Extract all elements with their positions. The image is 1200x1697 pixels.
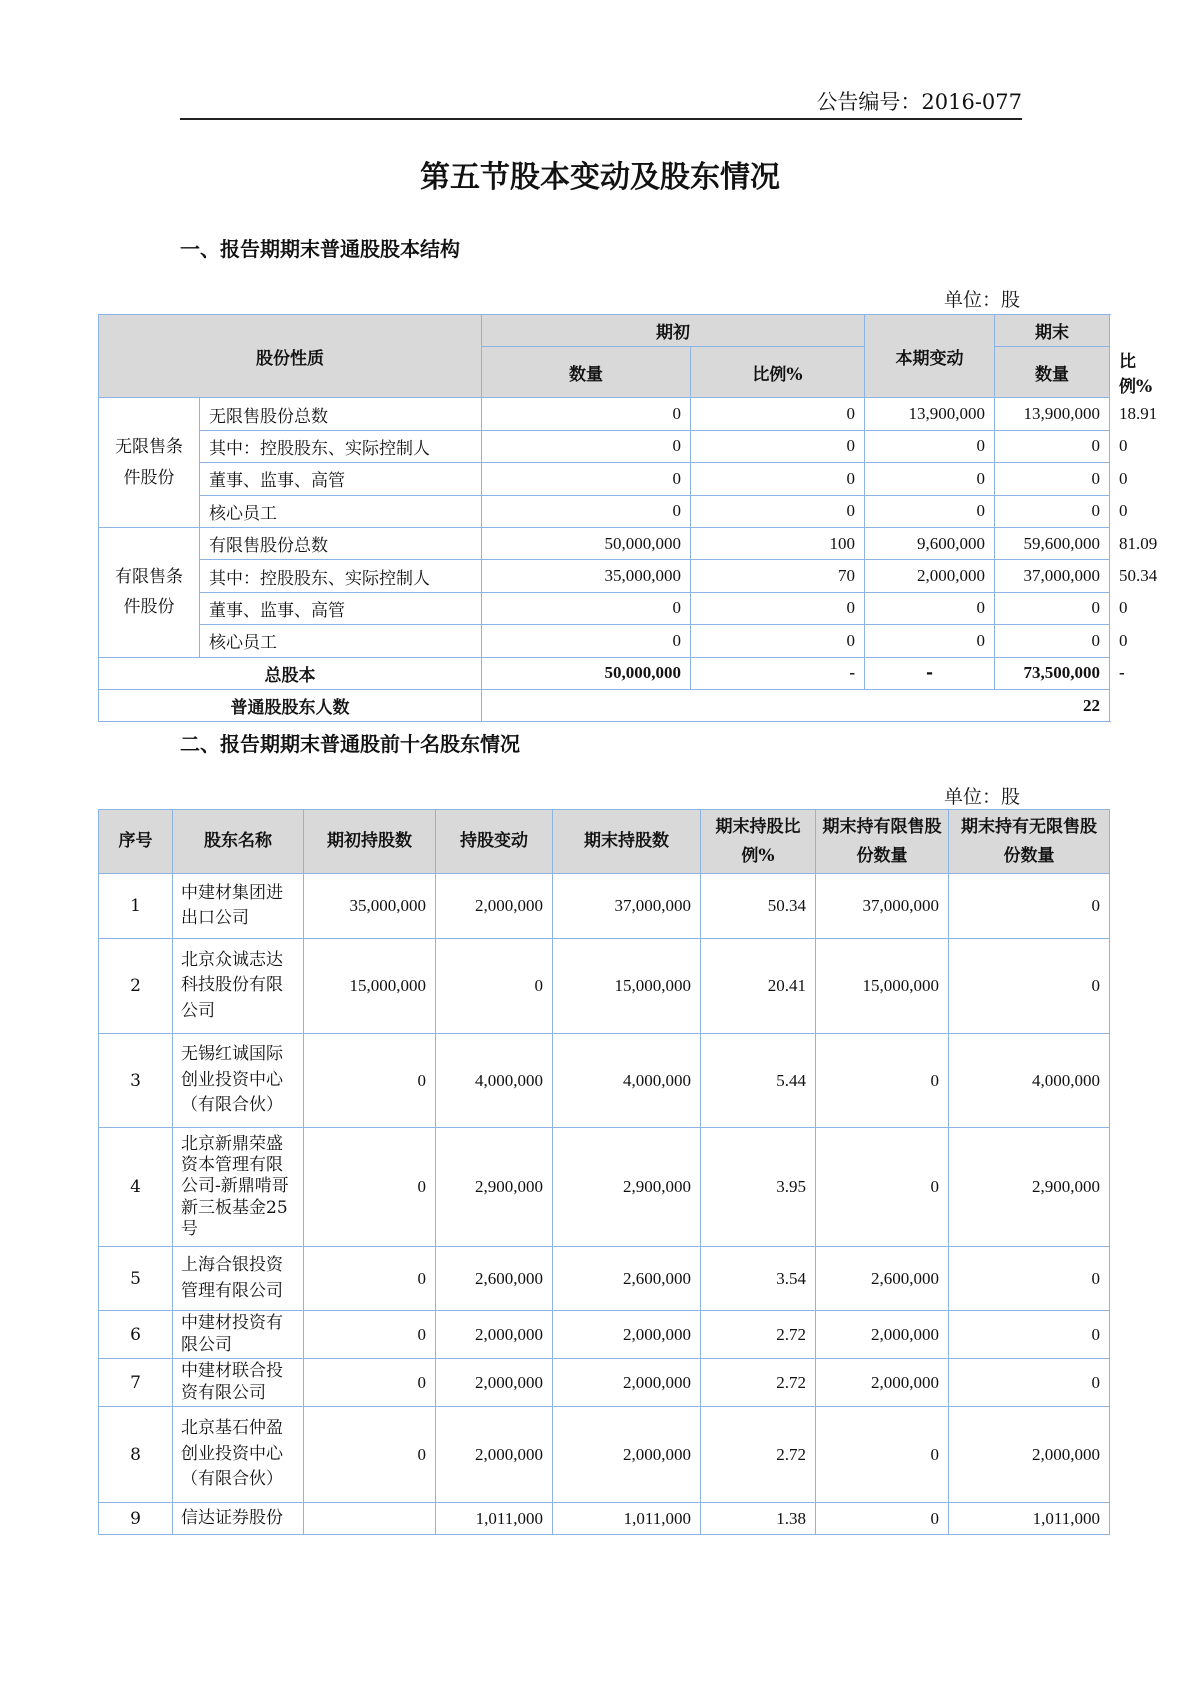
row-number: 8 — [99, 1407, 173, 1503]
group-label: 无限售条件股份 — [99, 398, 200, 528]
row-item: 董事、监事、高管 — [200, 463, 482, 495]
table-row: 董事、监事、高管 0 0 0 0 0 — [99, 592, 1110, 624]
cell-change: 4,000,000 — [436, 1034, 553, 1128]
cell-unrestricted: 0 — [949, 1359, 1110, 1407]
cell-restricted: 0 — [816, 1503, 949, 1535]
column-header: 期末持有限售股份数量 — [816, 810, 949, 874]
cell-b_ratio: 0 — [691, 430, 865, 462]
cell-e_qty: 37,000,000 — [995, 560, 1110, 592]
cell-change: 2,000,000 — [436, 874, 553, 939]
cell-ratio: 20.41 — [701, 939, 816, 1034]
row-number: 5 — [99, 1247, 173, 1311]
header-begin-ratio: 比例% — [691, 347, 865, 398]
cell-b_ratio: 0 — [691, 463, 865, 495]
header-end-qty: 数量 — [995, 347, 1110, 398]
total-change: - — [865, 657, 995, 689]
cell-restricted: 0 — [816, 1034, 949, 1128]
table-row: 其中：控股股东、实际控制人 35,000,000 70 2,000,000 37,000,000 50.34 — [99, 560, 1110, 592]
row-item: 有限售股份总数 — [200, 527, 482, 559]
cell-b_ratio: 70 — [691, 560, 865, 592]
section2-heading: 二、报告期期末普通股前十名股东情况 — [180, 732, 520, 756]
cell-b_ratio: 0 — [691, 398, 865, 430]
row-number: 9 — [99, 1503, 173, 1535]
shareholder-row — [99, 874, 1110, 939]
total-begin-qty: 50,000,000 — [482, 657, 691, 689]
cell-ratio: 5.44 — [701, 1034, 816, 1128]
cell-b_qty: 0 — [482, 495, 691, 527]
cell-restricted: 15,000,000 — [816, 939, 949, 1034]
shareholder-row — [99, 1359, 1110, 1407]
cell-change: 0 — [865, 463, 995, 495]
shareholder-name: 北京新鼎荣盛资本管理有限公司-新鼎啃哥新三板基金25号 — [173, 1128, 304, 1247]
cell-b_ratio: 0 — [691, 495, 865, 527]
cell-change: 2,000,000 — [865, 560, 995, 592]
cell-unrestricted: 0 — [949, 874, 1110, 939]
column-header: 股东名称 — [173, 810, 304, 874]
header-nature: 股份性质 — [99, 315, 482, 398]
cell-end: 1,011,000 — [553, 1503, 701, 1535]
table-row: 其中：控股股东、实际控制人 0 0 0 0 0 — [99, 430, 1110, 462]
cell-b_qty: 50,000,000 — [482, 527, 691, 559]
header-change: 本期变动 — [865, 315, 995, 398]
cell-change: 2,000,000 — [436, 1359, 553, 1407]
cell-restricted: 0 — [816, 1128, 949, 1247]
cell-end: 37,000,000 — [553, 874, 701, 939]
cell-change: 0 — [865, 625, 995, 657]
table-row: 核心员工 0 0 0 0 0 — [99, 625, 1110, 657]
cell-b_qty: 0 — [482, 398, 691, 430]
cell-unrestricted: 0 — [949, 939, 1110, 1034]
cell-b_ratio: 100 — [691, 527, 865, 559]
cell-change: 2,000,000 — [436, 1407, 553, 1503]
cell-end: 2,900,000 — [553, 1128, 701, 1247]
shareholder-row — [99, 1034, 1110, 1128]
cell-e_qty: 0 — [995, 430, 1110, 462]
column-header: 序号 — [99, 810, 173, 874]
shareholder-name: 北京众诚志达科技股份有限公司 — [173, 939, 304, 1034]
cell-restricted: 2,000,000 — [816, 1311, 949, 1359]
holders-row — [99, 689, 1110, 721]
row-item: 其中：控股股东、实际控制人 — [200, 430, 482, 462]
table-row: 有限售条件股份 有限售股份总数 50,000,000 100 9,600,000 59,600,000 81.09 — [99, 527, 1110, 559]
cell-change: 2,600,000 — [436, 1247, 553, 1311]
cell-begin — [304, 1503, 436, 1535]
table-row: 核心员工 0 0 0 0 0 — [99, 495, 1110, 527]
cell-ratio: 3.54 — [701, 1247, 816, 1311]
holders-label: 普通股股东人数 — [99, 689, 482, 721]
cell-b_qty: 35,000,000 — [482, 560, 691, 592]
cell-unrestricted: 1,011,000 — [949, 1503, 1110, 1535]
cell-e_qty: 0 — [995, 625, 1110, 657]
share-structure-table: 股份性质 期初 本期变动 期末 数量 比例% 数量 比例% 无限售条件股份 无限售股份总数 0 0 13,900,000 13,900,000 18.91 其中：控股股东、实际控制人 0 0 0 0 0 董事、监事、高管 0 0 0 0 0 核心员工 0 0 0 0 0 有限售条件股份 有限售股份总数 50,000,000 100 9,600,000 59,600,000 81.09 其中：控股股东、实际控制人 35,000,000 70 2,000,000 37,000,000 50.34 董事、监事、高管 0 0 0 0 0 核心员工 0 0 0 0 0 总股本 50,000,000 - - 73,500,000 - 普通股股东人数 22 — [98, 314, 1110, 722]
shareholder-name: 中建材联合投资有限公司 — [173, 1359, 304, 1407]
cell-ratio: 2.72 — [701, 1407, 816, 1503]
shareholder-name: 信达证券股份 — [173, 1503, 304, 1535]
cell-change: 0 — [865, 592, 995, 624]
row-number: 7 — [99, 1359, 173, 1407]
row-item: 无限售股份总数 — [200, 398, 482, 430]
cell-end: 2,000,000 — [553, 1407, 701, 1503]
column-header: 持股变动 — [436, 810, 553, 874]
cell-restricted: 0 — [816, 1407, 949, 1503]
cell-change: 1,011,000 — [436, 1503, 553, 1535]
cell-end: 15,000,000 — [553, 939, 701, 1034]
cell-e_qty: 13,900,000 — [995, 398, 1110, 430]
shareholder-row — [99, 1407, 1110, 1503]
cell-end: 4,000,000 — [553, 1034, 701, 1128]
section2-unit: 单位：股 — [943, 786, 1020, 808]
total-begin-ratio: - — [691, 657, 865, 689]
header-begin: 期初 — [482, 315, 865, 347]
cell-end: 2,600,000 — [553, 1247, 701, 1311]
cell-e_qty: 59,600,000 — [995, 527, 1110, 559]
cell-restricted: 2,000,000 — [816, 1359, 949, 1407]
row-item: 其中：控股股东、实际控制人 — [200, 560, 482, 592]
shareholder-name: 上海合银投资管理有限公司 — [173, 1247, 304, 1311]
cell-ratio: 50.34 — [701, 874, 816, 939]
row-item: 董事、监事、高管 — [200, 592, 482, 624]
cell-change: 2,900,000 — [436, 1128, 553, 1247]
cell-unrestricted: 0 — [949, 1247, 1110, 1311]
shareholder-name: 无锡红诚国际创业投资中心（有限合伙） — [173, 1034, 304, 1128]
shareholder-row — [99, 1503, 1110, 1535]
header-end: 期末 — [995, 315, 1110, 347]
cell-change: 13,900,000 — [865, 398, 995, 430]
cell-change: 0 — [436, 939, 553, 1034]
shareholder-row — [99, 1128, 1110, 1247]
table-row: 无限售条件股份 无限售股份总数 0 0 13,900,000 13,900,000 18.91 — [99, 398, 1110, 430]
cell-change: 0 — [865, 430, 995, 462]
total-end-qty: 73,500,000 — [995, 657, 1110, 689]
cell-ratio: 1.38 — [701, 1503, 816, 1535]
cell-restricted: 2,600,000 — [816, 1247, 949, 1311]
cell-begin: 0 — [304, 1128, 436, 1247]
cell-b_qty: 0 — [482, 625, 691, 657]
cell-restricted: 37,000,000 — [816, 874, 949, 939]
header-begin-qty: 数量 — [482, 347, 691, 398]
cell-change: 9,600,000 — [865, 527, 995, 559]
column-header: 期初持股数 — [304, 810, 436, 874]
cell-begin: 0 — [304, 1407, 436, 1503]
row-number: 6 — [99, 1311, 173, 1359]
cell-b_qty: 0 — [482, 463, 691, 495]
cell-unrestricted: 2,900,000 — [949, 1128, 1110, 1247]
cell-begin: 0 — [304, 1247, 436, 1311]
cell-begin: 35,000,000 — [304, 874, 436, 939]
shareholder-name: 北京基石仲盈创业投资中心（有限合伙） — [173, 1407, 304, 1503]
section1-unit: 单位：股 — [943, 289, 1020, 311]
shareholder-name: 中建材集团进出口公司 — [173, 874, 304, 939]
shareholder-name: 中建材投资有限公司 — [173, 1311, 304, 1359]
shareholder-row — [99, 1247, 1110, 1311]
cell-b_ratio: 0 — [691, 592, 865, 624]
table-row: 董事、监事、高管 0 0 0 0 0 — [99, 463, 1110, 495]
holders-count: 22 — [482, 689, 1110, 721]
total-row: 总股本 50,000,000 - - 73,500,000 - — [99, 657, 1110, 689]
column-header: 期末持有无限售股份数量 — [949, 810, 1110, 874]
cell-b_qty: 0 — [482, 430, 691, 462]
cell-begin: 0 — [304, 1034, 436, 1128]
cell-begin: 15,000,000 — [304, 939, 436, 1034]
cell-begin: 0 — [304, 1359, 436, 1407]
total-label: 总股本 — [99, 657, 482, 689]
group-label: 有限售条件股份 — [99, 527, 200, 657]
page-title: 第五节股本变动及股东情况 — [420, 160, 780, 195]
column-header: 期末持股比例% — [701, 810, 816, 874]
row-item: 核心员工 — [200, 625, 482, 657]
row-number: 2 — [99, 939, 173, 1034]
cell-unrestricted: 4,000,000 — [949, 1034, 1110, 1128]
cell-ratio: 2.72 — [701, 1359, 816, 1407]
cell-ratio: 3.95 — [701, 1128, 816, 1247]
cell-b_qty: 0 — [482, 592, 691, 624]
cell-end: 2,000,000 — [553, 1359, 701, 1407]
row-number: 3 — [99, 1034, 173, 1128]
row-number: 4 — [99, 1128, 173, 1247]
section1-heading: 一、报告期期末普通股股本结构 — [180, 237, 460, 261]
shareholder-row — [99, 939, 1110, 1034]
cell-change: 2,000,000 — [436, 1311, 553, 1359]
column-header: 期末持股数 — [553, 810, 701, 874]
cell-unrestricted: 2,000,000 — [949, 1407, 1110, 1503]
cell-b_ratio: 0 — [691, 625, 865, 657]
cell-end: 2,000,000 — [553, 1311, 701, 1359]
row-item: 核心员工 — [200, 495, 482, 527]
cell-ratio: 2.72 — [701, 1311, 816, 1359]
cell-unrestricted: 0 — [949, 1311, 1110, 1359]
top-shareholders-table — [98, 809, 1110, 1535]
cell-begin: 0 — [304, 1311, 436, 1359]
cell-e_qty: 0 — [995, 495, 1110, 527]
cell-change: 0 — [865, 495, 995, 527]
cell-e_qty: 0 — [995, 463, 1110, 495]
notice-number: 公告编号：2016-077 — [180, 86, 1022, 120]
shareholder-row — [99, 1311, 1110, 1359]
cell-e_qty: 0 — [995, 592, 1110, 624]
row-number: 1 — [99, 874, 173, 939]
